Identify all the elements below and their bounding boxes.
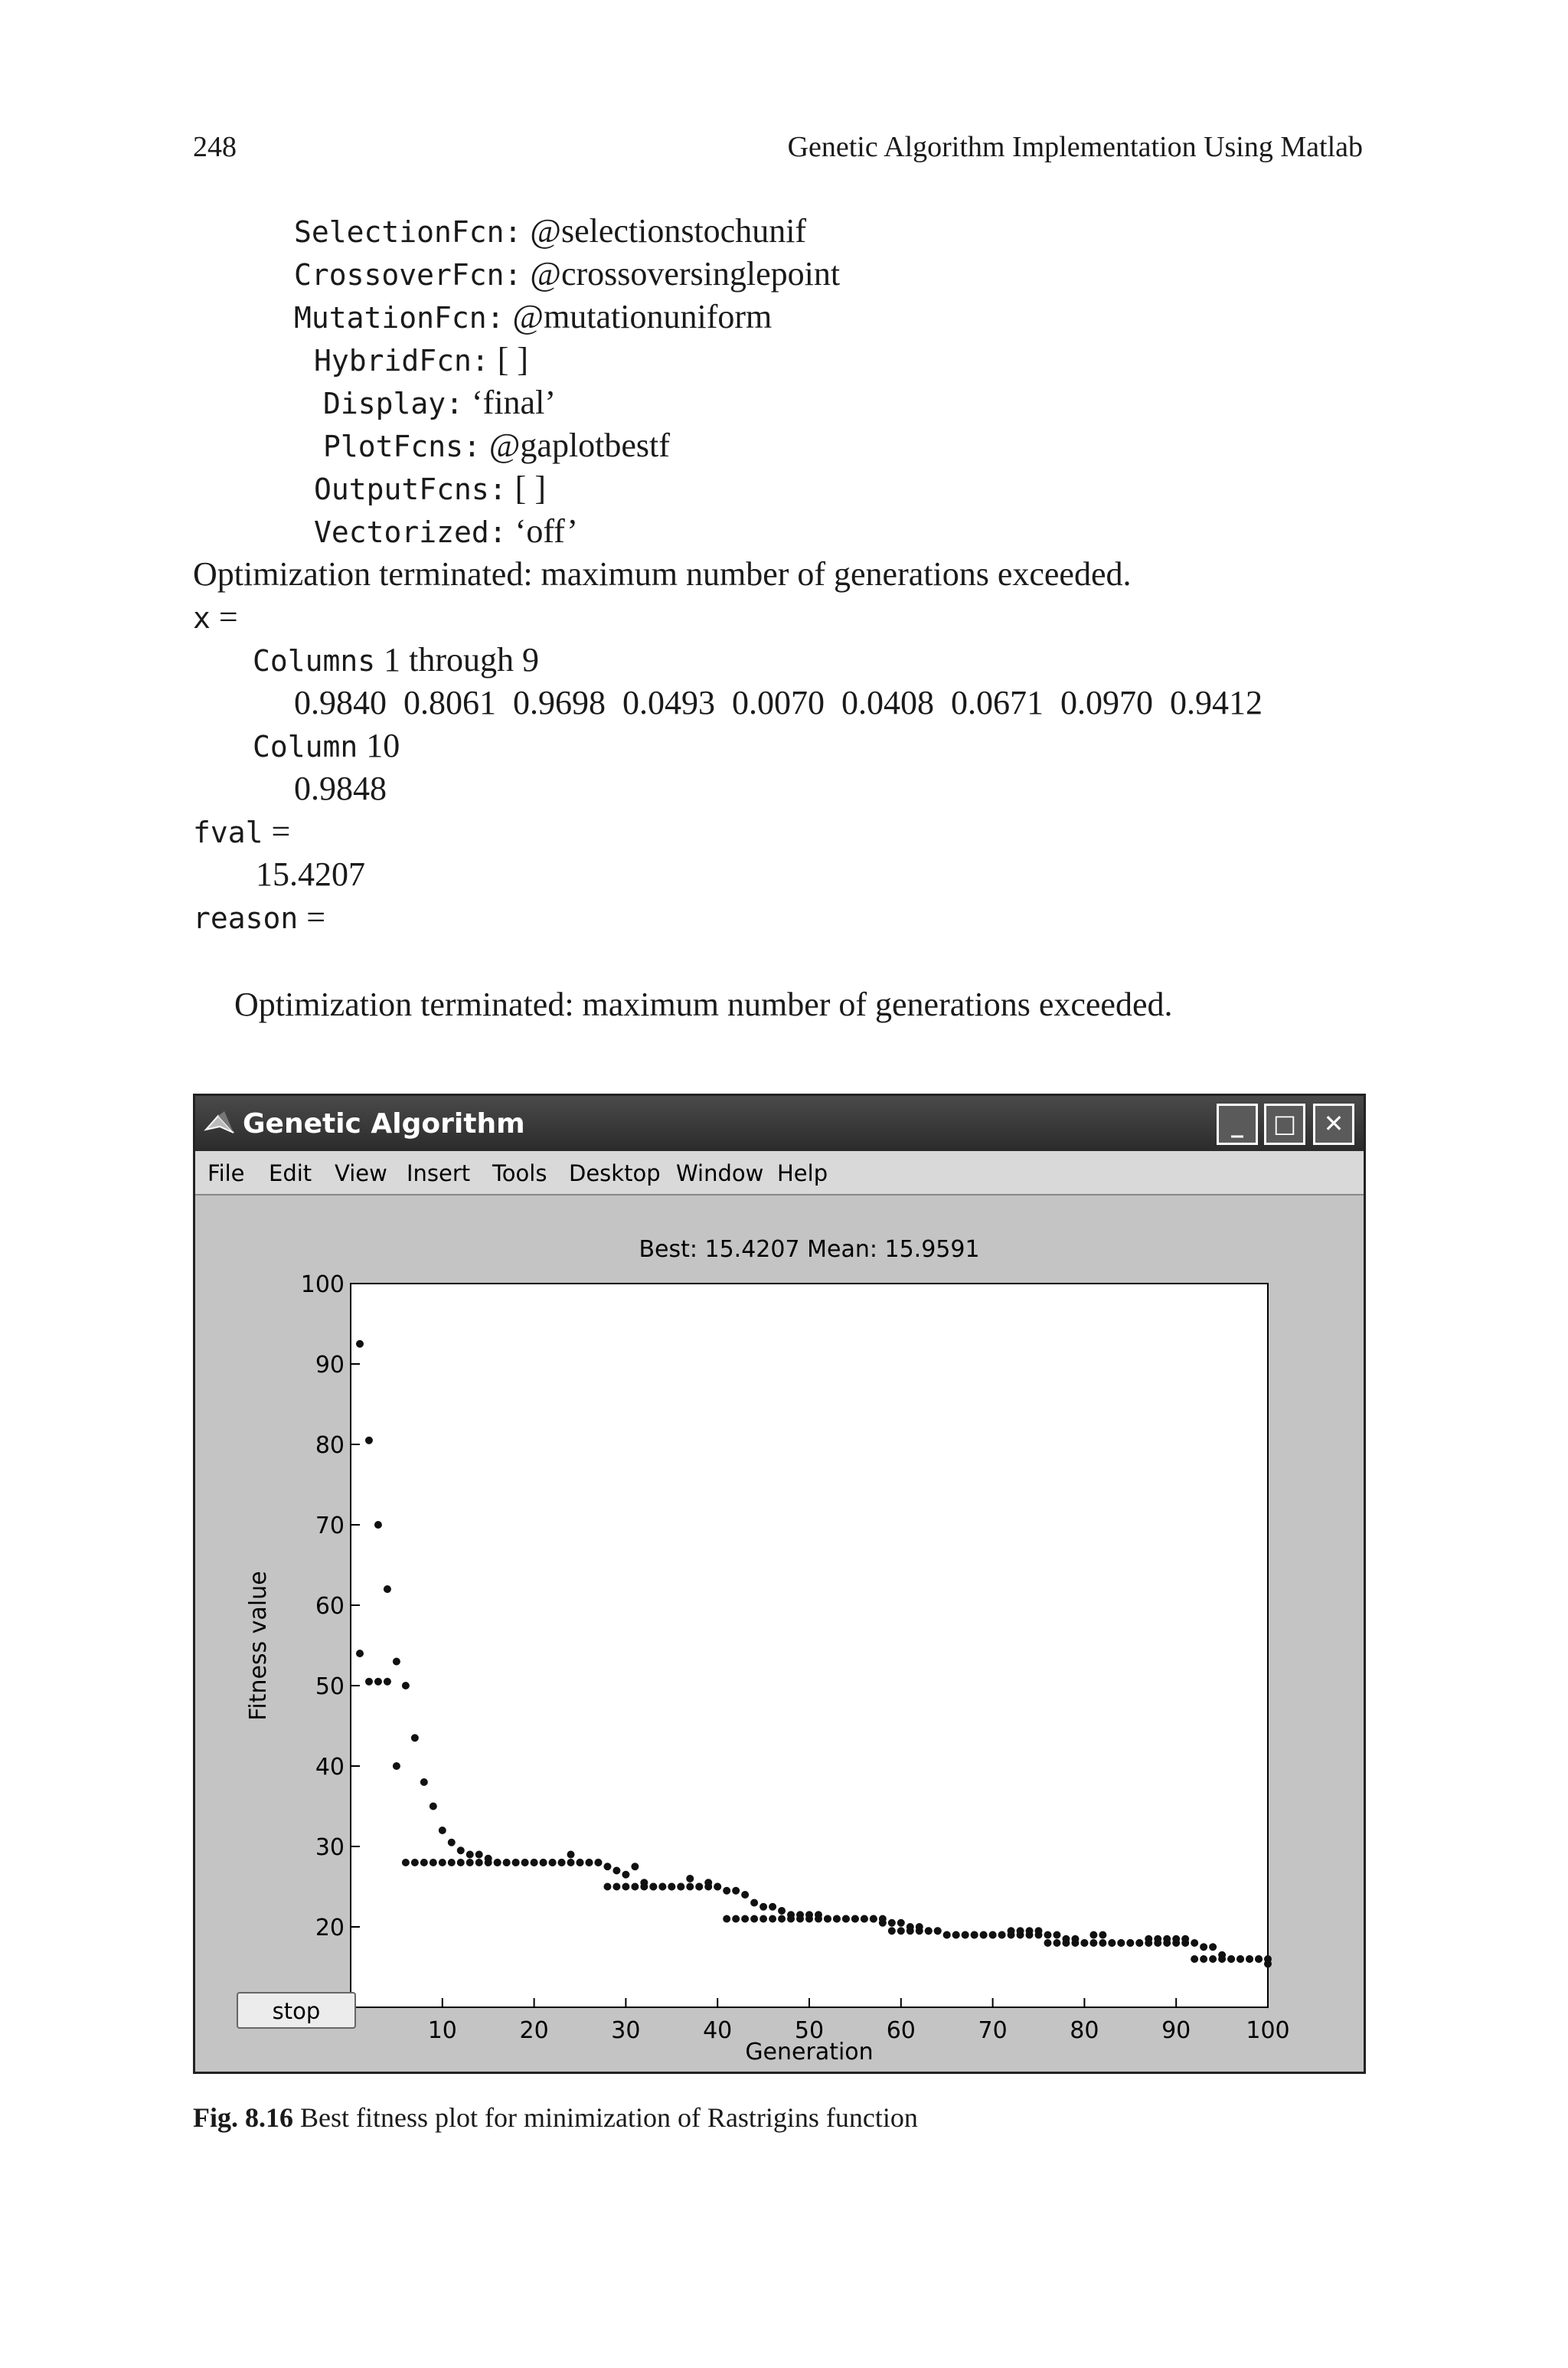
figure-caption (193, 2101, 918, 2134)
best-fitness-point (430, 1859, 437, 1866)
page-number: 248 (193, 131, 237, 163)
menu-edit[interactable]: Edit (269, 1160, 312, 1186)
mean-fitness-point (1172, 1935, 1180, 1943)
menu-view[interactable]: View (335, 1160, 387, 1186)
option-outputfcns: OutputFcns: [ ] (314, 469, 546, 507)
mean-fitness-point (384, 1585, 391, 1593)
menu-file[interactable]: File (207, 1160, 245, 1186)
window-titlebar[interactable] (195, 1096, 1364, 1151)
menu-desktop[interactable]: Desktop (569, 1160, 661, 1186)
mean-fitness-point (1108, 1939, 1116, 1947)
mean-fitness-point (640, 1879, 648, 1886)
mean-fitness-point (815, 1911, 822, 1918)
mean-fitness-point (503, 1859, 511, 1866)
mean-fitness-point (906, 1923, 914, 1931)
best-fitness-point (1200, 1955, 1207, 1963)
mean-fitness-point (1154, 1935, 1161, 1943)
mean-fitness-point (1218, 1951, 1226, 1959)
mean-fitness-point (512, 1859, 520, 1866)
mean-fitness-point (778, 1907, 786, 1915)
fval-assignment: fval = (193, 813, 291, 850)
best-fitness-point (888, 1927, 896, 1935)
mean-fitness-point (531, 1859, 538, 1866)
mean-fitness-point (861, 1915, 868, 1923)
mean-fitness-point (1053, 1931, 1060, 1939)
mean-fitness-point (943, 1931, 951, 1939)
x-tick-label: 30 (611, 2017, 641, 2044)
x-value-10: 0.9848 (294, 770, 387, 807)
best-fitness-point (750, 1915, 758, 1923)
best-fitness-point (393, 1762, 400, 1770)
close-button[interactable]: ✕ (1313, 1104, 1354, 1145)
x-tick-label: 10 (427, 2017, 457, 2044)
menu-tools[interactable]: Tools (492, 1160, 547, 1186)
mean-fitness-point (448, 1839, 456, 1846)
option-crossover: CrossoverFcn: @crossoversinglepoint (294, 255, 841, 293)
menu-help[interactable]: Help (777, 1160, 828, 1186)
best-fitness-point (897, 1927, 905, 1935)
mean-fitness-point (439, 1827, 446, 1834)
mean-fitness-point (475, 1851, 483, 1859)
mean-fitness-point (420, 1778, 428, 1786)
column-10-label: Column 10 (253, 727, 400, 764)
mean-fitness-point (870, 1915, 877, 1923)
x-tick-label: 40 (703, 2017, 733, 2044)
mean-fitness-point (356, 1340, 364, 1348)
mean-fitness-point (998, 1931, 1006, 1939)
mean-fitness-point (494, 1859, 501, 1866)
option-mutation: MutationFcn: @mutationuniform (294, 298, 773, 335)
mean-fitness-point (457, 1846, 465, 1854)
mean-fitness-point (962, 1931, 969, 1939)
mean-fitness-point (411, 1734, 419, 1742)
y-tick-label: 70 (315, 1513, 345, 1539)
minimize-button[interactable]: _ (1217, 1104, 1258, 1145)
menu-bar (195, 1151, 1364, 1195)
best-fitness-point (631, 1883, 639, 1891)
y-tick-label: 80 (315, 1432, 345, 1459)
mean-fitness-point (612, 1867, 620, 1875)
mean-fitness-point (677, 1883, 684, 1891)
best-fitness-point (448, 1859, 456, 1866)
mean-fitness-point (971, 1931, 978, 1939)
mean-fitness-point (851, 1915, 859, 1923)
mean-fitness-point (1135, 1939, 1143, 1947)
mean-fitness-point (916, 1923, 923, 1931)
option-hybrid: HybridFcn: [ ] (314, 341, 529, 378)
menu-window[interactable]: Window (676, 1160, 764, 1186)
maximize-button[interactable]: □ (1264, 1104, 1305, 1145)
best-fitness-point (384, 1678, 391, 1686)
mean-fitness-point (1163, 1935, 1171, 1943)
mean-fitness-point (888, 1919, 896, 1927)
best-fitness-point (1209, 1955, 1217, 1963)
best-fitness-point (760, 1915, 767, 1923)
mean-fitness-point (897, 1919, 905, 1927)
mean-fitness-point (796, 1911, 804, 1918)
mean-fitness-point (1089, 1931, 1097, 1939)
mean-fitness-point (741, 1891, 749, 1899)
mean-fitness-point (1246, 1955, 1253, 1963)
mean-fitness-point (760, 1903, 767, 1911)
mean-fitness-point (695, 1883, 703, 1891)
best-fitness-point (723, 1915, 730, 1923)
mean-fitness-point (1191, 1939, 1198, 1947)
best-fitness-point (603, 1883, 611, 1891)
mean-fitness-point (1200, 1943, 1207, 1951)
mean-fitness-point (1264, 1955, 1272, 1963)
mean-fitness-point (1044, 1931, 1051, 1939)
mean-fitness-point (1099, 1931, 1106, 1939)
mean-fitness-point (603, 1863, 611, 1870)
reason-assignment: reason = (193, 898, 326, 936)
mean-fitness-point (558, 1859, 566, 1866)
mean-fitness-point (1181, 1935, 1189, 1943)
mean-fitness-point (980, 1931, 988, 1939)
plot-area (351, 1284, 1268, 2007)
option-plotfcns: PlotFcns: @gaplotbestf (323, 427, 670, 464)
best-fitness-point (356, 1650, 364, 1657)
mean-fitness-point (1117, 1939, 1125, 1947)
x-tick-label: 100 (1246, 2017, 1290, 2044)
best-fitness-point (567, 1859, 575, 1866)
mean-fitness-point (952, 1931, 960, 1939)
mean-fitness-point (594, 1859, 602, 1866)
running-title: Genetic Algorithm Implementation Using Matlab (787, 131, 1363, 163)
figure-number: Fig. 8.16 (193, 2102, 293, 2133)
y-tick-label: 20 (315, 1915, 345, 1941)
mean-fitness-point (1236, 1955, 1244, 1963)
mean-fitness-point (805, 1911, 813, 1918)
mean-fitness-point (934, 1927, 942, 1935)
mean-fitness-point (540, 1859, 547, 1866)
option-display: Display: ‘final’ (323, 384, 556, 421)
mean-fitness-point (833, 1915, 841, 1923)
y-tick-label: 90 (315, 1352, 345, 1379)
best-fitness-point (1099, 1939, 1106, 1947)
best-fitness-point (374, 1678, 382, 1686)
terminated-message-2: Optimization terminated: maximum number of generations exceeded. (234, 986, 1173, 1023)
mean-fitness-point (1080, 1939, 1088, 1947)
mean-fitness-point (1255, 1955, 1263, 1963)
best-fitness-point (457, 1859, 465, 1866)
mean-fitness-point (1126, 1939, 1134, 1947)
y-tick-label: 60 (315, 1593, 345, 1620)
columns-1-9-label: Columns 1 through 9 (253, 641, 540, 679)
mean-fitness-point (750, 1899, 758, 1907)
mean-fitness-point (1209, 1943, 1217, 1951)
mean-fitness-point (466, 1851, 474, 1859)
best-fitness-point (686, 1883, 694, 1891)
mean-fitness-point (732, 1887, 740, 1895)
mean-fitness-point (842, 1915, 850, 1923)
window-title: Genetic Algorithm (243, 1108, 525, 1140)
mean-fitness-point (402, 1682, 410, 1689)
option-selection: SelectionFcn: @selectionstochunif (294, 212, 807, 250)
mean-fitness-point (622, 1871, 629, 1879)
best-fitness-point (411, 1859, 419, 1866)
mean-fitness-point (1145, 1935, 1152, 1943)
mean-fitness-point (704, 1879, 712, 1886)
best-fitness-point (439, 1859, 446, 1866)
mean-fitness-point (549, 1859, 557, 1866)
best-fitness-point (778, 1915, 786, 1923)
y-tick-label: 100 (300, 1271, 345, 1298)
mean-fitness-point (649, 1883, 657, 1891)
menu-insert[interactable]: Insert (407, 1160, 471, 1186)
mean-fitness-point (658, 1883, 666, 1891)
best-fitness-point (466, 1859, 474, 1866)
chart-title: Best: 15.4207 Mean: 15.9591 (639, 1236, 980, 1263)
y-tick-label: 40 (315, 1754, 345, 1781)
mean-fitness-point (1035, 1927, 1043, 1935)
figure-area (195, 1195, 1364, 2072)
mean-fitness-point (723, 1887, 730, 1895)
figure-caption-text: Best fitness plot for minimization of Rastrigins function (293, 2102, 918, 2133)
mean-fitness-point (1071, 1935, 1079, 1943)
option-vectorized: Vectorized: ‘off’ (314, 512, 578, 550)
best-fitness-point (741, 1915, 749, 1923)
mean-fitness-point (787, 1911, 795, 1918)
mean-fitness-point (879, 1919, 887, 1927)
mean-fitness-point (393, 1658, 400, 1666)
mean-fitness-point (1008, 1927, 1015, 1935)
mean-fitness-point (365, 1437, 373, 1444)
best-fitness-point (1089, 1939, 1097, 1947)
best-fitness-point (365, 1678, 373, 1686)
best-fitness-point (475, 1859, 483, 1866)
stop-button[interactable]: stop (237, 1992, 356, 2029)
x-values-1-9: 0.9840 0.8061 0.9698 0.0493 0.0070 0.0408 0.0671 0.0970 0.9412 (294, 684, 1263, 721)
mean-fitness-point (686, 1875, 694, 1882)
mean-fitness-point (1026, 1927, 1034, 1935)
mean-fitness-point (1062, 1935, 1070, 1943)
terminated-message-1: Optimization terminated: maximum number of generations exceeded. (193, 555, 1132, 593)
mean-fitness-point (989, 1931, 997, 1939)
mean-fitness-point (769, 1903, 776, 1911)
best-fitness-point (1044, 1939, 1051, 1947)
mean-fitness-point (585, 1859, 593, 1866)
x-tick-label: 70 (978, 2017, 1008, 2044)
best-fitness-point (1053, 1939, 1060, 1947)
mean-fitness-point (668, 1883, 675, 1891)
best-fitness-point (769, 1915, 776, 1923)
matlab-output (0, 0, 1568, 936)
mean-fitness-point (824, 1915, 831, 1923)
best-fitness-point (402, 1859, 410, 1866)
x-tick-label: 60 (886, 2017, 916, 2044)
mean-fitness-point (1227, 1955, 1235, 1963)
y-tick-label: 30 (315, 1834, 345, 1861)
x-assignment: x = (193, 598, 238, 636)
mean-fitness-point (567, 1851, 575, 1859)
mean-fitness-point (631, 1863, 639, 1870)
best-fitness-point (732, 1915, 740, 1923)
best-fitness-point (1191, 1955, 1198, 1963)
x-tick-label: 50 (794, 2017, 825, 2044)
mean-fitness-point (485, 1855, 492, 1863)
matlab-logo-icon (203, 1107, 237, 1140)
x-tick-label: 20 (519, 2017, 549, 2044)
x-tick-label: 80 (1070, 2017, 1099, 2044)
best-fitness-point (612, 1883, 620, 1891)
y-axis-label: Fitness value (245, 1571, 272, 1721)
mean-fitness-point (1017, 1927, 1024, 1935)
mean-fitness-point (374, 1521, 382, 1529)
mean-fitness-point (714, 1883, 721, 1891)
x-axis-label: Generation (745, 2039, 874, 2065)
mean-fitness-point (521, 1859, 529, 1866)
mean-fitness-point (430, 1803, 437, 1810)
best-fitness-point (622, 1883, 629, 1891)
mean-fitness-point (577, 1859, 584, 1866)
y-tick-label: 50 (315, 1673, 345, 1700)
genetic-algorithm-window (193, 1094, 1366, 2074)
fitness-chart (195, 1195, 1364, 2072)
x-tick-label: 90 (1161, 2017, 1191, 2044)
fval-value: 15.4207 (256, 855, 365, 893)
best-fitness-point (420, 1859, 428, 1866)
mean-fitness-point (925, 1927, 933, 1935)
